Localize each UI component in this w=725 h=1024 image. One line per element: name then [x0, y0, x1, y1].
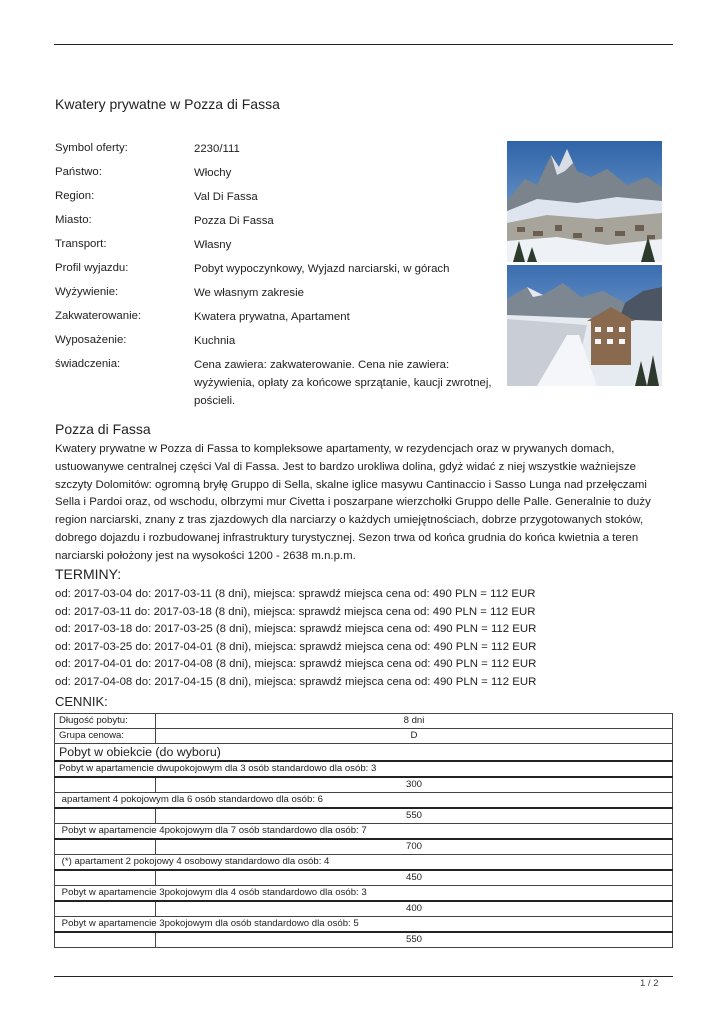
destination-heading: Pozza di Fassa — [55, 421, 151, 437]
table-row — [55, 839, 673, 855]
option-name: apartament 4 pokojowym dla 6 osób standardowo dla osób: 6 — [55, 793, 673, 809]
info-label: Miasto: — [55, 214, 92, 226]
option-name: (*) apartament 2 pokojowy 4 osobowy standardowo dla osób: 4 — [55, 855, 673, 871]
option-price: 700 — [156, 839, 673, 855]
info-label: Profil wyjazdu: — [55, 262, 129, 274]
stay-label: Długość pobytu: — [55, 714, 156, 729]
info-row — [55, 308, 495, 332]
table-row — [55, 917, 673, 933]
info-row — [55, 356, 495, 410]
info-label: Transport: — [55, 238, 107, 250]
info-label: Region: — [55, 190, 95, 202]
table-row — [55, 901, 673, 917]
page-number: 1 / 2 — [640, 978, 659, 989]
option-name: Pobyt w apartamencie dwupokojowym dla 3 osób standardowo dla osób: 3 — [55, 761, 673, 777]
empty-cell — [55, 870, 156, 886]
table-row — [55, 808, 673, 824]
info-value: 2230/111 — [194, 143, 240, 155]
info-label: Wyżywienie: — [55, 286, 119, 298]
offer-info — [55, 140, 495, 410]
empty-cell — [55, 839, 156, 855]
info-value: Włochy — [194, 167, 232, 179]
table-row — [55, 744, 673, 762]
option-name: Pobyt w apartamencie 3pokojowym dla osób standardowo dla osób: 5 — [55, 917, 673, 933]
empty-cell — [55, 777, 156, 793]
term-item: od: 2017-03-11 do: 2017-03-18 (8 dni), miejsca: sprawdź miejsca cena od: 490 PLN = 112 EUR — [55, 605, 536, 618]
option-name: Pobyt w apartamencie 3pokojowym dla 4 osób standardowo dla osób: 3 — [55, 886, 673, 902]
table-row — [55, 777, 673, 793]
term-item: od: 2017-03-18 do: 2017-03-25 (8 dni), miejsca: sprawdź miejsca cena od: 490 PLN = 112 EUR — [55, 623, 537, 636]
info-label: Zakwaterowanie: — [55, 310, 142, 322]
table-row — [55, 855, 673, 871]
info-row — [55, 260, 495, 284]
info-row — [55, 332, 495, 356]
table-row — [55, 870, 673, 886]
group-label: Grupa cenowa: — [55, 729, 156, 744]
table-row — [55, 761, 673, 777]
table-row — [55, 932, 673, 948]
info-row — [55, 164, 495, 188]
info-value: Val Di Fassa — [194, 191, 258, 203]
info-row — [55, 212, 495, 236]
empty-cell — [55, 901, 156, 917]
empty-cell — [55, 932, 156, 948]
info-value: Pobyt wypoczynkowy, Wyjazd narciarski, w górach — [194, 263, 450, 275]
terms-list — [55, 586, 536, 692]
info-row — [55, 284, 495, 308]
option-price: 400 — [156, 901, 673, 917]
info-value: Kuchnia — [194, 335, 236, 347]
table-row — [55, 729, 673, 744]
page-title: Kwatery prywatne w Pozza di Fassa — [55, 96, 280, 112]
info-label: Wyposażenie: — [55, 334, 127, 346]
info-value: Pozza Di Fassa — [194, 215, 274, 227]
footer-rule — [54, 976, 673, 977]
table-row — [55, 824, 673, 840]
info-label: świadczenia: — [55, 358, 121, 370]
option-price: 300 — [156, 777, 673, 793]
empty-cell — [55, 808, 156, 824]
table-row — [55, 793, 673, 809]
info-value: Kwatera prywatna, Apartament — [194, 311, 350, 323]
term-item: od: 2017-04-08 do: 2017-04-15 (8 dni), miejsca: sprawdź miejsca cena od: 490 PLN = 112 EUR — [55, 675, 537, 688]
stay-value: 8 dni — [156, 714, 673, 729]
option-price: 550 — [156, 932, 673, 948]
pricing-subheading: Pobyt w obiekcie (do wyboru) — [55, 744, 673, 762]
terms-heading: TERMINY: — [55, 566, 122, 582]
resort-photo-valley — [507, 141, 662, 262]
destination-description: Kwatery prywatne w Pozza di Fassa to kompleksowe apartamenty, w rezydencjach oraz w prywanych domach, ustuowanywe centralnej części Val di Fassa. Jest to bardzo urokliwa dolina, gdyż widać z niej wszystkie ważniejsze szczyty Dolomitów: ogromną bryłę Gruppo di Sella, skalne iglice masywu Cantinaccio i Sasso Lunga nad przełęczami Sella i Pardoi oraz, od wschodu, olbrzymi mur Civetta i poszarpane wierzchołki Gruppo delle Palle. Generalnie to duży region narciarski, znany z tras zjazdowych dla narciarzy o każdych umiejętnościach, dobrze przygotowanych stoków, dobrego dojazdu i rozbudowanej infrastruktury turystycznej. Sezon trwa od końca grudnia do końca kwietnia a teren narciarski położony jest na wysokości 1200 - 2638 m.n.p.m. — [55, 443, 651, 562]
info-value: Własny — [194, 239, 232, 251]
pricing-heading: CENNIK: — [55, 694, 108, 709]
table-row — [55, 714, 673, 729]
info-label: Symbol oferty: — [55, 142, 128, 154]
info-row — [55, 140, 495, 164]
term-item: od: 2017-03-04 do: 2017-03-11 (8 dni), miejsca: sprawdź miejsca cena od: 490 PLN = 112 EUR — [55, 588, 536, 600]
resort-photo-hotel — [507, 265, 662, 386]
term-item: od: 2017-03-25 do: 2017-04-01 (8 dni), miejsca: sprawdź miejsca cena od: 490 PLN = 112 EUR — [55, 640, 537, 653]
header-rule — [54, 44, 673, 45]
info-row — [55, 188, 495, 212]
option-price: 450 — [156, 870, 673, 886]
info-row — [55, 236, 495, 260]
table-row — [55, 886, 673, 902]
info-label: Państwo: — [55, 166, 102, 178]
option-price: 550 — [156, 808, 673, 824]
info-value: We własnym zakresie — [194, 287, 304, 299]
group-value: D — [156, 729, 673, 744]
price-table — [54, 713, 673, 948]
term-item: od: 2017-04-01 do: 2017-04-08 (8 dni), miejsca: sprawdź miejsca cena od: 490 PLN = 112 EUR — [55, 658, 537, 671]
option-name: Pobyt w apartamencie 4pokojowym dla 7 osób standardowo dla osób: 7 — [55, 824, 673, 840]
info-value: Cena zawiera: zakwaterowanie. Cena nie zawiera: wyżywienia, opłaty za końcowe sprzątanie, kaucji zwrotnej, pościeli. — [194, 359, 492, 407]
